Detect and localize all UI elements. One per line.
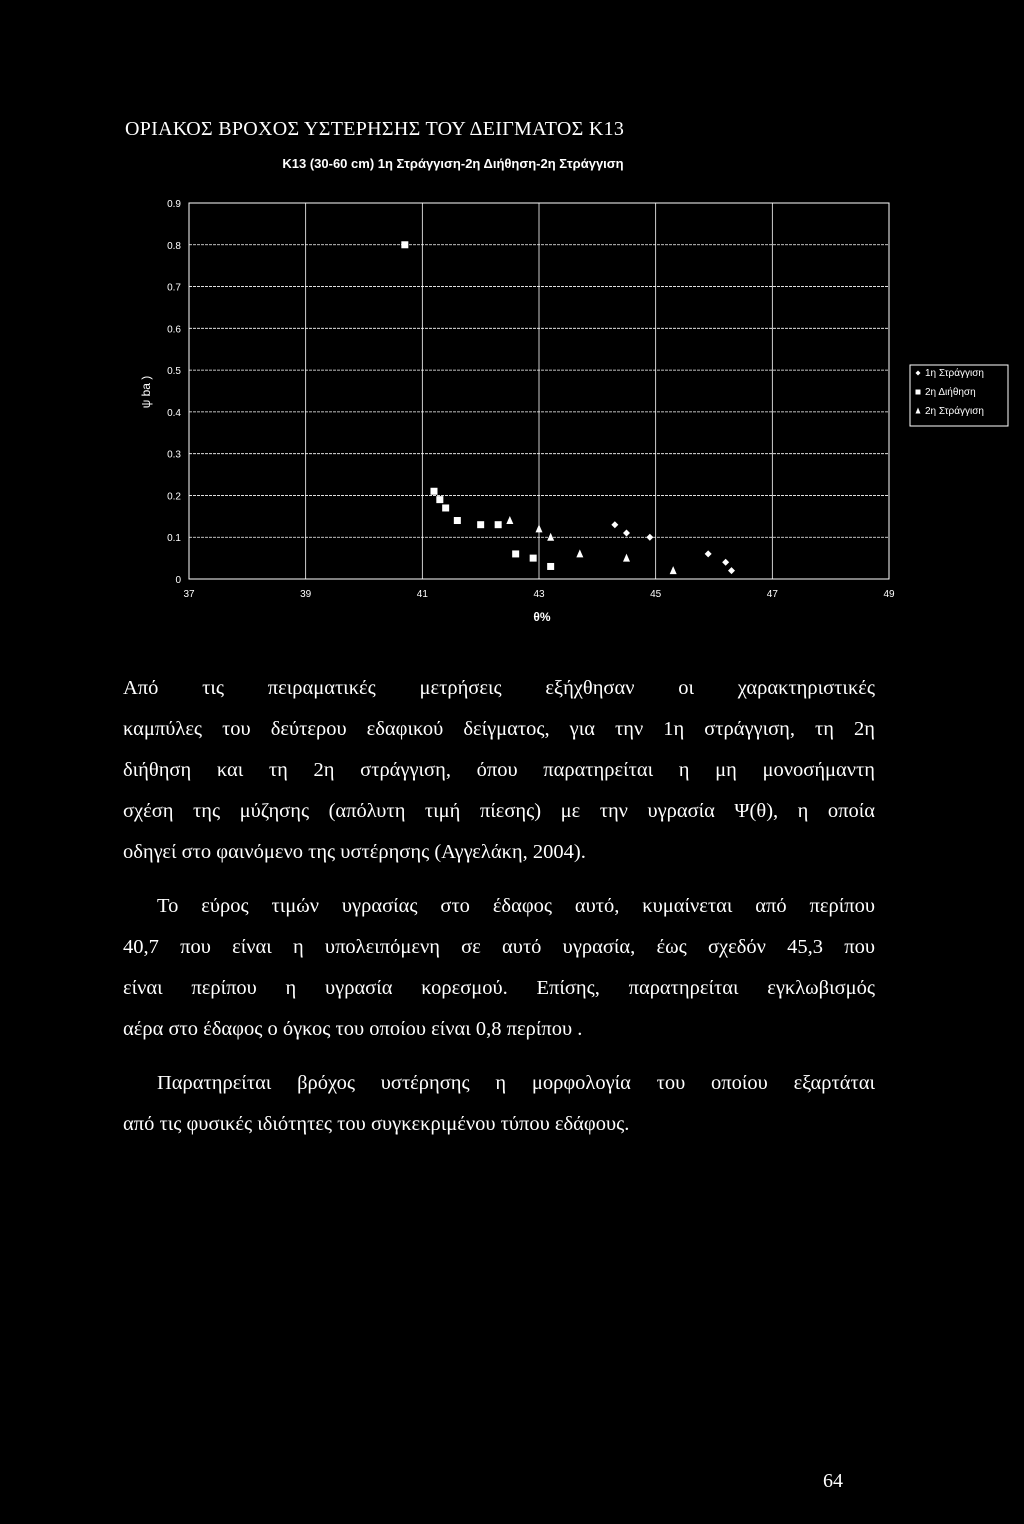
data-point [512,550,519,557]
y-tick-label: 0.3 [167,449,181,461]
data-point [547,533,554,541]
y-tick-label: 0.2 [167,491,181,503]
x-tick-label: 43 [533,589,545,600]
text-line: διήθηση και τη 2η στράγγιση, όπου παρατηρείται η μη μονοσήμαντη [123,759,875,781]
paragraph-2 [123,886,875,1050]
x-tick-label: 45 [650,589,662,600]
text-line: οδηγεί στο φαινόμενο της υστέρησης (Αγγελάκη, 2004). [123,841,586,863]
data-point [401,241,408,248]
paragraph-3 [123,1063,875,1145]
chart-title: K13 (30-60 cm) 1η Στράγγιση-2η Διήθηση-2η Στράγγιση [282,156,624,171]
y-tick-label: 0.4 [167,407,181,419]
data-point [623,554,630,562]
text-line: Από τις πειραματικές μετρήσεις εξήχθησαν οι χαρακτηριστικές [123,677,875,699]
data-point [536,524,543,532]
data-point [495,521,502,528]
data-point [646,534,653,541]
data-point [611,521,618,528]
data-point [454,517,461,524]
data-point [436,496,443,503]
chart-legend [910,365,1008,426]
page-number: 64 [823,1470,843,1492]
data-point [530,555,537,562]
y-tick-label: 0.8 [167,240,181,252]
paragraph-1 [123,668,875,873]
legend-entry: 2η Στράγγιση [925,406,984,417]
data-point [623,530,630,537]
text-line: καμπύλες του δεύτερου εδαφικού δείγματος, για την 1η στράγγιση, τη 2η [123,718,875,740]
text-line: αέρα στο έδαφος ο όγκος του οποίου είναι 0,8 περίπου . [123,1018,583,1040]
x-tick-label: 37 [183,589,195,600]
data-point [442,504,449,511]
hysteresis-chart [0,140,1024,640]
x-axis-label: θ% [533,610,551,624]
data-point [506,516,513,524]
text-line: σχέση της μύζησης (απόλυτη τιμή πίεσης) με την υγρασία Ψ(θ), η οποία [123,800,875,822]
data-point [431,488,438,495]
data-point [670,566,677,574]
x-axis-ticks [183,589,895,600]
data-point [576,549,583,557]
text-line: είναι περίπου η υγρασία κορεσμού. Επίσης, παρατηρείται εγκλωβισμός [123,977,875,999]
x-tick-label: 49 [883,589,895,600]
y-axis-label: ψ ba ) [139,375,153,409]
y-tick-label: 0.7 [167,282,181,294]
text-line: 40,7 που είναι η υπολειπόμενη σε αυτό υγρασία, έως σχεδόν 45,3 που [123,936,875,958]
data-point [547,563,554,570]
series-triangle [506,516,676,574]
legend-entry: 2η Διήθηση [925,387,976,398]
data-point [477,521,484,528]
data-point [728,567,735,574]
y-axis-ticks [167,199,181,586]
series-square [401,241,554,570]
data-point [722,559,729,566]
y-tick-label: 0.1 [167,533,181,545]
y-tick-label: 0.6 [167,324,181,336]
y-tick-label: 0 [175,575,181,586]
x-tick-label: 41 [416,589,428,600]
x-tick-label: 39 [300,589,312,600]
chart-grid [189,203,889,579]
y-tick-label: 0.5 [167,366,181,378]
legend-entry: 1η Στράγγιση [925,368,984,379]
text-line: Το εύρος τιμών υγρασίας στο έδαφος αυτό, κυμαίνεται από περίπου [157,895,875,917]
data-point [705,550,712,557]
data-points [401,241,735,574]
text-line: Παρατηρείται βρόχος υστέρησης η μορφολογία του οποίου εξαρτάται [157,1072,875,1094]
x-tick-label: 47 [766,589,778,600]
y-tick-label: 0.9 [167,199,181,210]
section-heading: ΟΡΙΑΚΟΣ ΒΡΟΧΟΣ ΥΣΤΕΡΗΣΗΣ ΤΟΥ ΔΕΙΓΜΑΤΟΣ Κ13 [125,118,625,140]
text-line: από τις φυσικές ιδιότητες του συγκεκριμένου τύπου εδάφους. [123,1113,630,1135]
legend-marker [916,390,921,395]
